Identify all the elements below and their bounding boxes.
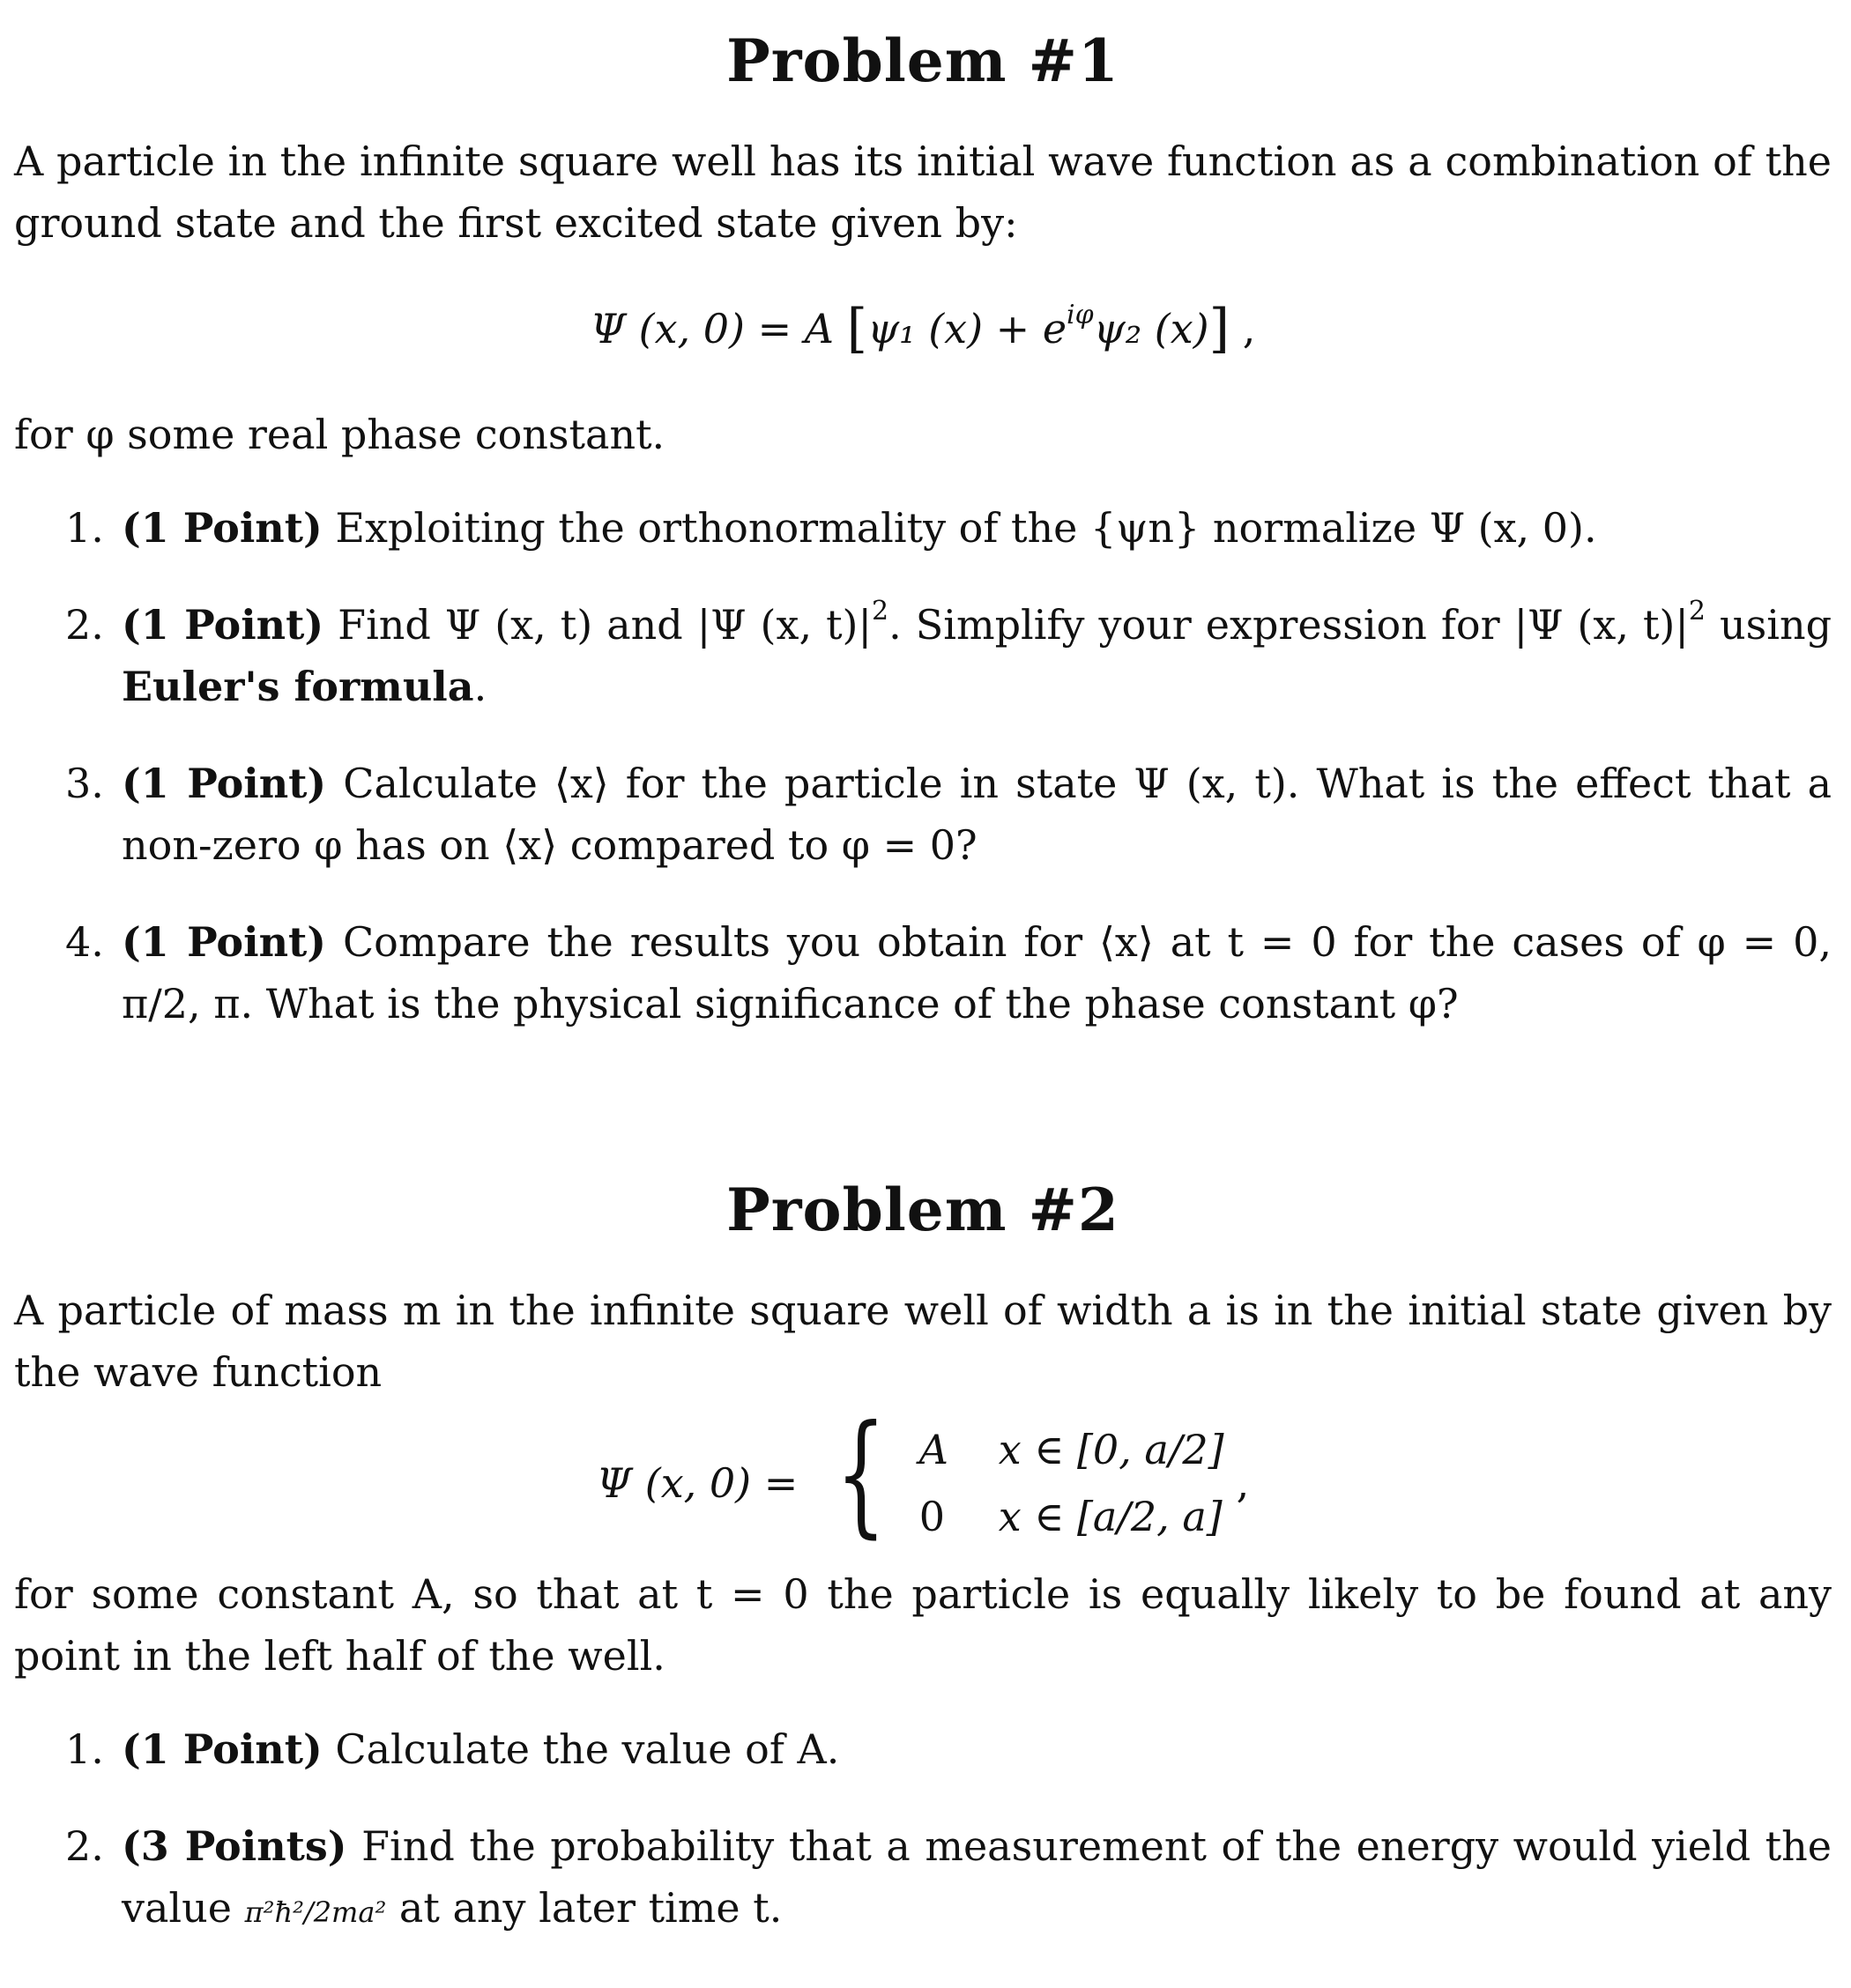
piecewise-cases: A x ∈ [0, a/2] 0 x ∈ [a/2, a]: [918, 1426, 1224, 1540]
problem-1-item-3: 3. (1 Point) Calculate ⟨x⟩ for the particle in state Ψ (x, t). What is the effect that a non-zero φ has on ⟨x⟩ compared to φ = 0?: [65, 760, 1832, 869]
problem-1-title: Problem #1: [726, 26, 1119, 95]
problem-2-intro: A particle of mass m in the infinite square well of width a is in the initial state given by the wave function: [14, 1287, 1832, 1396]
problem-2-item-2: 2. (3 Points) Find the probability that a measurement of the energy would yield the value π²ħ²/2ma² at any later time t.: [65, 1822, 1832, 1932]
problem-1-phase-note: for φ some real phase constant.: [14, 411, 665, 458]
problem-1-item-1: 1. (1 Point) Exploiting the orthonormality of the {ψn} normalize Ψ (x, 0).: [65, 504, 1597, 552]
problem-1-items: [14, 497, 1832, 1035]
problem-2-items: [14, 1718, 1832, 1943]
problem-2-equation: Ψ (x, 0) = { A x ∈ [0, a/2] 0 x ∈ [a/2, a] ,: [596, 1398, 1250, 1551]
problem-1-item-2: 2. (1 Point) Find Ψ (x, t) and |Ψ (x, $t)|^2$. Simplify your expression for |Ψ (x, $t)|^2$ using Euler's formula.: [65, 596, 1832, 710]
problem-2-item-1: 1. (1 Point) Calculate the value of A.: [65, 1725, 840, 1773]
left-brace: {: [836, 1398, 887, 1551]
problem-1-item-4: 4. (1 Point) Compare the results you obtain for ⟨x⟩ at t = 0 for the cases of φ = 0, π/2, π. What is the physical significance of the phase constant φ?: [65, 918, 1832, 1027]
problem-1-equation: Ψ (x, 0) = A [ψ₁ $(x) + e^{i\varphi}\psi_2$ (x)] ,: [590, 298, 1256, 360]
problem-2-constant-note: for some constant A, so that at t = 0 the particle is equally likely to be found at any point in the left half of the well.: [14, 1570, 1832, 1680]
problem-1-intro: A particle in the infinite square well has its initial wave function as a combination of the ground state and the first excited state given by:: [14, 137, 1832, 247]
problem-2-title: Problem #2: [726, 1176, 1119, 1244]
